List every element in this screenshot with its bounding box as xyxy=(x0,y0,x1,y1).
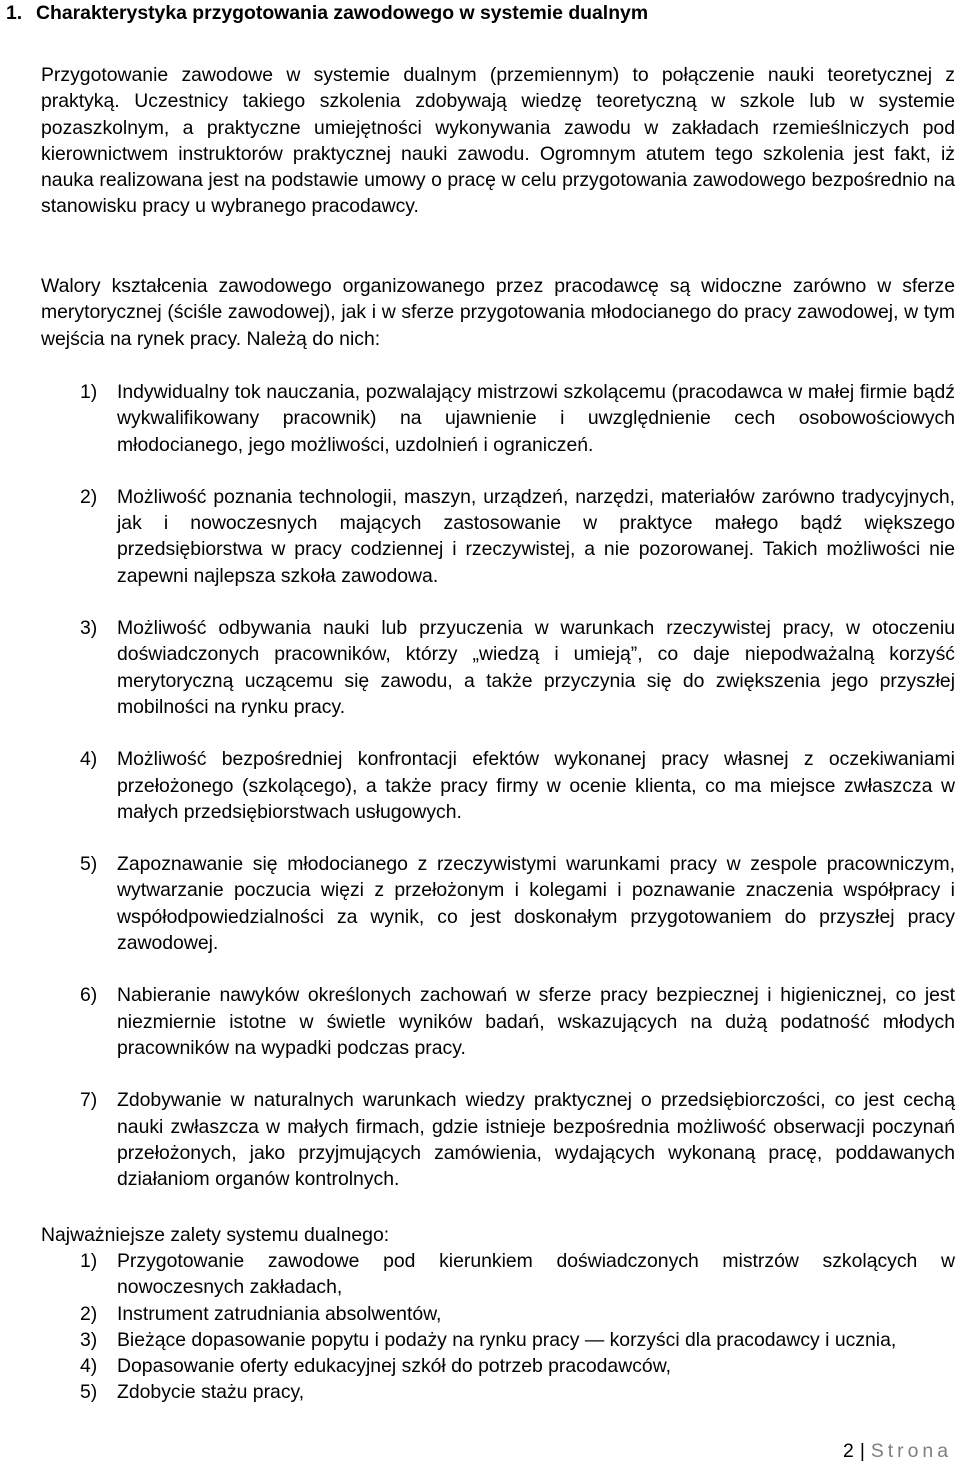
footer-label: Strona xyxy=(870,1440,952,1462)
list-marker: 3) xyxy=(80,1328,98,1351)
page-footer xyxy=(843,1438,952,1464)
list-marker: 3) xyxy=(80,617,98,640)
list-item xyxy=(80,379,955,458)
advantages-heading: Najważniejsze zalety systemu dualnego: xyxy=(41,1224,390,1246)
intro-paragraph: Przygotowanie zawodowe w systemie dualnym (przemiennym) to połączenie nauki teoretycznej z praktyką. Uczestnicy takiego szkolenia zdobywają wiedzę teoretyczną w szkole lub w systemie pozaszkolnym, a praktyczne umiejętności wykonywania zawodu w zakładach rzemieślniczych pod kierownictwem instruktorów praktycznej nauki zawodu. Ogromnym atutem tego szkolenia jest fakt, iż nauka realizowana jest na podstawie umowy o pracę w celu przygotowania zawodowego bezpośrednio na stanowisku pracy u wybranego pracodawcy. xyxy=(41,64,955,218)
page-number: 2 xyxy=(843,1440,854,1462)
list-item xyxy=(80,1353,955,1379)
section-heading xyxy=(6,0,648,26)
list-item-text: Bieżące dopasowanie popytu i podaży na rynku pracy — korzyści dla pracodawcy i ucznia, xyxy=(117,1328,897,1351)
list-item xyxy=(80,1248,955,1301)
list-marker: 5) xyxy=(80,853,98,876)
list-item xyxy=(80,1379,955,1405)
list-item-text: Indywidualny tok nauczania, pozwalający mistrzowi szkolącemu (pracodawca w małej firmie bądź wykwalifikowany pracownik) na ujawnienie i uwzględnienie cech osobowościowych młodocianego, jego możliwości, uzdolnień i ograniczeń. xyxy=(117,381,955,456)
list-marker: 4) xyxy=(80,748,98,771)
list-item-text: Zdobywanie w naturalnych warunkach wiedzy praktycznej o przedsiębiorczości, co jest cechą nauki zwłaszcza w małych firmach, gdzie istnieje bezpośrednia możliwość obserwacji poczynań przełożonych, jako przyjmujących zamówienia, wydających wykonaną pracę, poddawanych działaniom organów kontrolnych. xyxy=(117,1089,955,1191)
list-item xyxy=(80,1327,955,1353)
list-item-text: Zapoznawanie się młodocianego z rzeczywistymi warunkami pracy w zespole pracowniczym, wytwarzanie poczucia więzi z przełożonym i kolegami i poznawanie znaczenia współpracy i współodpowiedzialności za wynik, co jest doskonałym przygotowaniem do przyszłej pracy zawodowej. xyxy=(117,853,955,955)
section-title: Charakterystyka przygotowania zawodowego w systemie dualnym xyxy=(36,2,649,24)
list-marker: 2) xyxy=(80,485,98,508)
list-item-text: Instrument zatrudniania absolwentów, xyxy=(117,1302,442,1325)
list-item xyxy=(80,982,955,1061)
advantages-list xyxy=(80,1248,955,1406)
values-paragraph: Walory kształcenia zawodowego organizowanego przez pracodawcę są widoczne zarówno w sferze merytorycznej (ściśle zawodowej), jak i w sferze przygotowania młodocianego do pracy zawodowej, w tym wejścia na rynek pracy. Należą do nich: xyxy=(41,275,955,350)
list-marker: 1) xyxy=(80,381,98,403)
list-item-text: Możliwość bezpośredniej konfrontacji efektów wykonanej pracy własnej z oczekiwaniami przełożonego (szkolącego), a także pracy firmy w ocenie klienta, co ma miejsce zwłaszcza w małych przedsiębiorstwach usługowych. xyxy=(117,748,955,823)
footer-separator: | xyxy=(859,1440,865,1462)
values-list xyxy=(80,379,955,1218)
list-item-text: Zdobycie stażu pracy, xyxy=(117,1381,305,1404)
list-marker: 6) xyxy=(80,984,98,1007)
list-item xyxy=(80,851,955,956)
list-item-text: Możliwość poznania technologii, maszyn, urządzeń, narzędzi, materiałów zarówno tradycyjnych, jak i nowoczesnych mających zastosowanie w praktyce małego bądź większego przedsiębiorstwa w pracy codziennej i rzeczywistej, a nie pozorowanej. Takich możliwości nie zapewni najlepsza szkoła zawodowa. xyxy=(117,485,955,587)
list-item-text: Przygotowanie zawodowe pod kierunkiem doświadczonych mistrzów szkolących w nowoczesnych zakładach, xyxy=(117,1250,955,1299)
section-number: 1. xyxy=(6,2,23,24)
list-marker: 2) xyxy=(80,1302,98,1325)
list-item xyxy=(80,746,955,825)
list-item xyxy=(80,615,955,720)
list-item-text: Możliwość odbywania nauki lub przyuczenia w warunkach rzeczywistej pracy, w otoczeniu doświadczonych pracowników, którzy „wiedzą i umieją”, co daje niepodważalną korzyść merytoryczną uczącemu się zawodu, a także przyczynia się do zwiększenia jego przyszłej mobilności na rynku pracy. xyxy=(117,617,955,718)
list-marker: 4) xyxy=(80,1355,98,1378)
list-item-text: Dopasowanie oferty edukacyjnej szkół do potrzeb pracodawców, xyxy=(117,1355,672,1378)
list-item-text: Nabieranie nawyków określonych zachowań w sferze pracy bezpiecznej i higienicznej, co jest niezmiernie istotne w świetle wyników badań, wskazujących na dużą podatność młodych pracowników na wypadki podczas pracy. xyxy=(117,984,955,1059)
list-item xyxy=(80,1087,955,1192)
list-marker: 1) xyxy=(80,1250,98,1272)
list-marker: 7) xyxy=(80,1089,98,1112)
list-marker: 5) xyxy=(80,1381,98,1404)
list-item xyxy=(80,1301,955,1327)
list-item xyxy=(80,484,955,589)
